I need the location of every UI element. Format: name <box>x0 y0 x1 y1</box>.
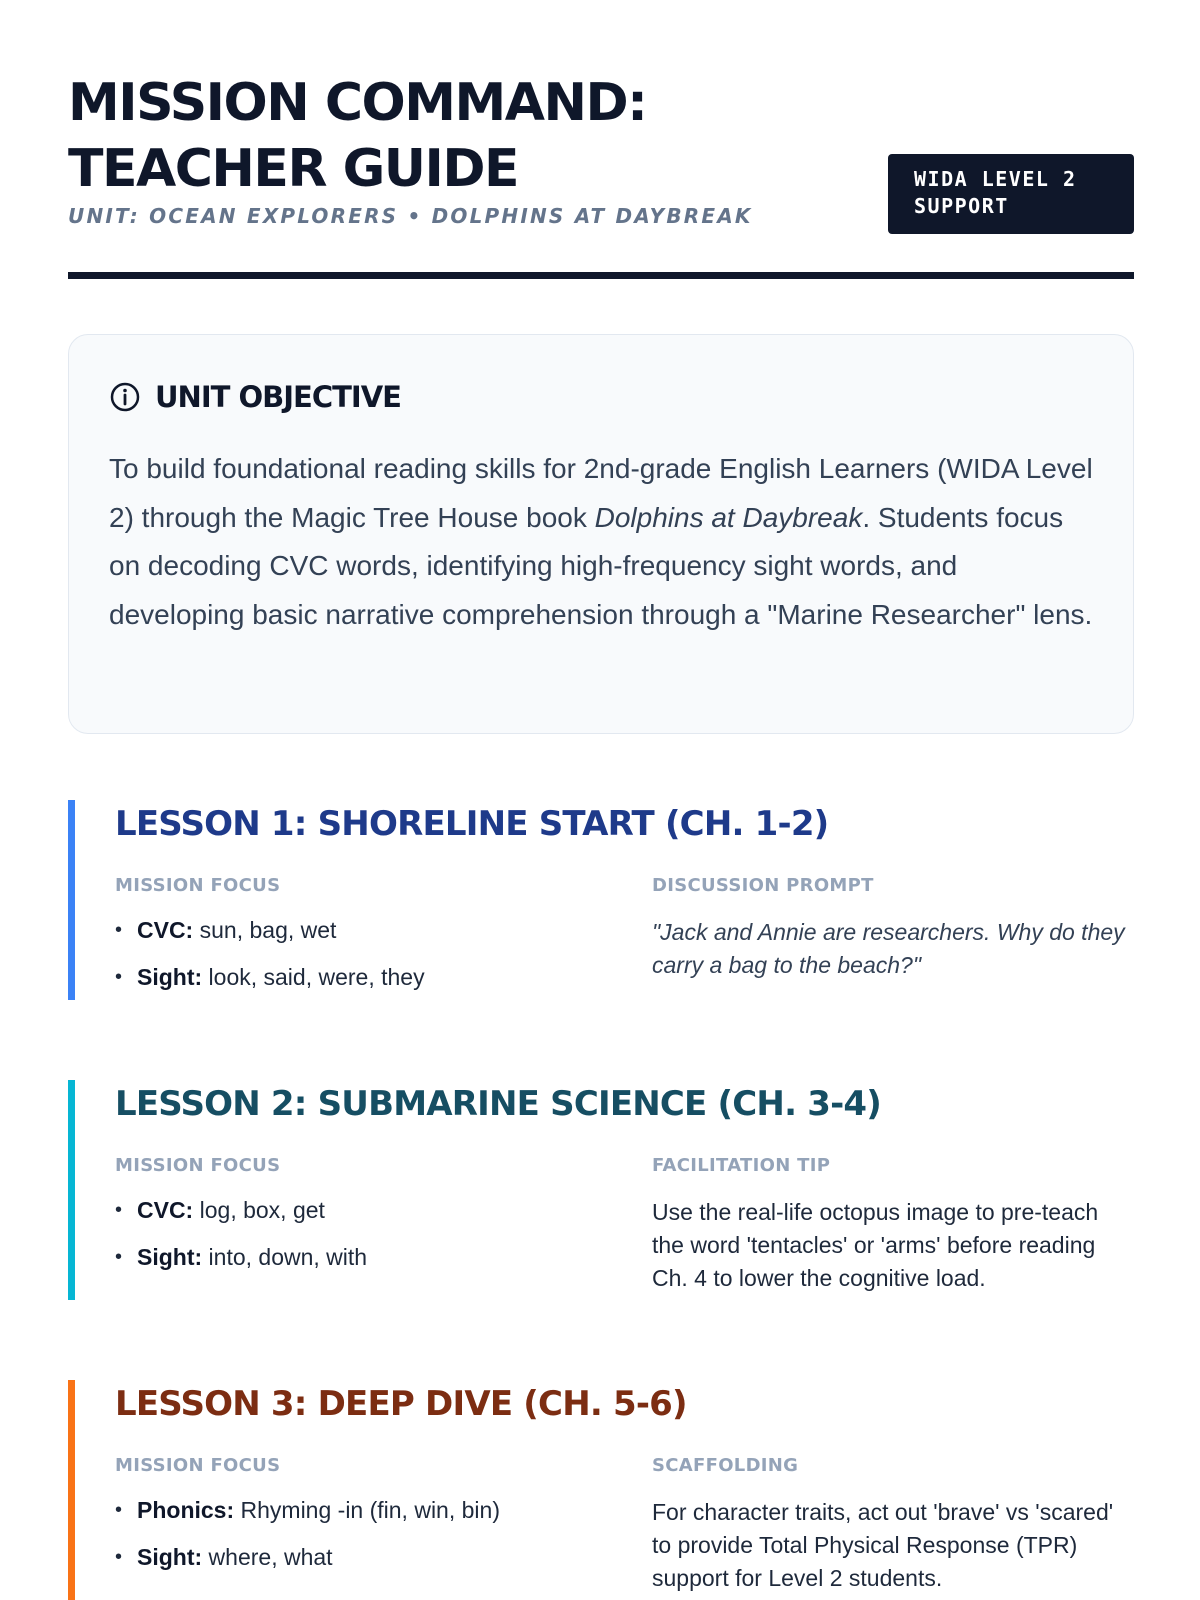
side-label: SCAFFOLDING <box>652 1455 799 1476</box>
focus-term: CVC: <box>137 917 194 943</box>
mission-focus-label: MISSION FOCUS <box>115 875 281 896</box>
title-line-2: TEACHER GUIDE <box>68 139 519 199</box>
lesson-card <box>68 1380 1134 1600</box>
list-item <box>115 1243 652 1271</box>
focus-value: where, what <box>202 1544 333 1570</box>
unit-objective-card <box>68 334 1134 734</box>
wida-level-badge <box>888 154 1134 234</box>
objective-text <box>109 445 1093 639</box>
lesson-title: LESSON 1: SHORELINE START (CH. 1-2) <box>115 804 829 844</box>
mission-focus-label: MISSION FOCUS <box>115 1155 281 1176</box>
lesson-columns <box>115 1454 1134 1595</box>
focus-list <box>115 1496 652 1571</box>
lesson-columns <box>115 1154 1134 1295</box>
facilitation-tip-column <box>652 1154 1134 1295</box>
list-item <box>115 1543 652 1571</box>
mission-focus-column <box>115 1454 652 1595</box>
focus-value: log, box, get <box>193 1197 325 1223</box>
objective-header <box>109 377 1093 417</box>
focus-term: Sight: <box>137 1544 203 1570</box>
objective-text-part-1: To build foundational reading skills for 2nd-grade English Learners (WIDA Level 2) through the Magic Tree House book <box>109 453 1093 533</box>
lesson-title: LESSON 3: DEEP DIVE (CH. 5-6) <box>115 1384 687 1424</box>
focus-list <box>115 916 652 991</box>
focus-term: Sight: <box>137 1244 203 1270</box>
focus-term: CVC: <box>137 1197 194 1223</box>
side-label: DISCUSSION PROMPT <box>652 875 874 896</box>
page-header <box>68 70 1134 280</box>
lesson-title: LESSON 2: SUBMARINE SCIENCE (CH. 3-4) <box>115 1084 881 1124</box>
discussion-prompt-text: "Jack and Annie are researchers. Why do they carry a bag to the beach?" <box>652 919 1125 978</box>
badge-line-2: SUPPORT <box>914 194 1009 218</box>
focus-value: Rhyming -in (fin, win, bin) <box>234 1497 500 1523</box>
unit-subtitle: UNIT: OCEAN EXPLORERS • DOLPHINS AT DAYBREAK <box>68 204 753 228</box>
list-item <box>115 916 652 944</box>
mission-focus-label: MISSION FOCUS <box>115 1455 281 1476</box>
lesson-columns <box>115 874 1134 1010</box>
lesson-card <box>68 800 1134 1000</box>
focus-list <box>115 1196 652 1271</box>
focus-value: into, down, with <box>202 1244 368 1270</box>
side-label: FACILITATION TIP <box>652 1155 831 1176</box>
list-item <box>115 963 652 991</box>
focus-term: Phonics: <box>137 1497 235 1523</box>
scaffolding-column <box>652 1454 1134 1595</box>
page-title <box>68 70 646 202</box>
facilitation-tip-text: Use the real-life octopus image to pre-teach the word 'tentacles' or 'arms' before reading Ch. 4 to lower the cognitive load. <box>652 1199 1099 1291</box>
info-icon <box>109 381 141 413</box>
discussion-prompt-column <box>652 874 1134 1010</box>
title-line-1: MISSION COMMAND: <box>68 73 647 133</box>
mission-focus-column <box>115 874 652 1010</box>
book-title: Dolphins at Daybreak <box>594 501 863 533</box>
teacher-guide-page <box>68 0 1134 1600</box>
header-divider <box>68 272 1134 279</box>
mission-focus-column <box>115 1154 652 1295</box>
list-item <box>115 1496 652 1524</box>
list-item <box>115 1196 652 1224</box>
scaffolding-text: For character traits, act out 'brave' vs 'scared' to provide Total Physical Response (TPR) support for Level 2 students. <box>652 1499 1114 1591</box>
focus-term: Sight: <box>137 964 203 990</box>
badge-line-1: WIDA LEVEL 2 <box>914 167 1077 191</box>
objective-title: UNIT OBJECTIVE <box>155 380 401 414</box>
focus-value: look, said, were, they <box>202 964 425 990</box>
lesson-card <box>68 1080 1134 1300</box>
focus-value: sun, bag, wet <box>193 917 337 943</box>
objective-text-part-2: . Students focus on decoding CVC words, identifying high-frequency sight words, and developing basic narrative comprehension through a "Marine Researcher" lens. <box>109 501 1093 630</box>
